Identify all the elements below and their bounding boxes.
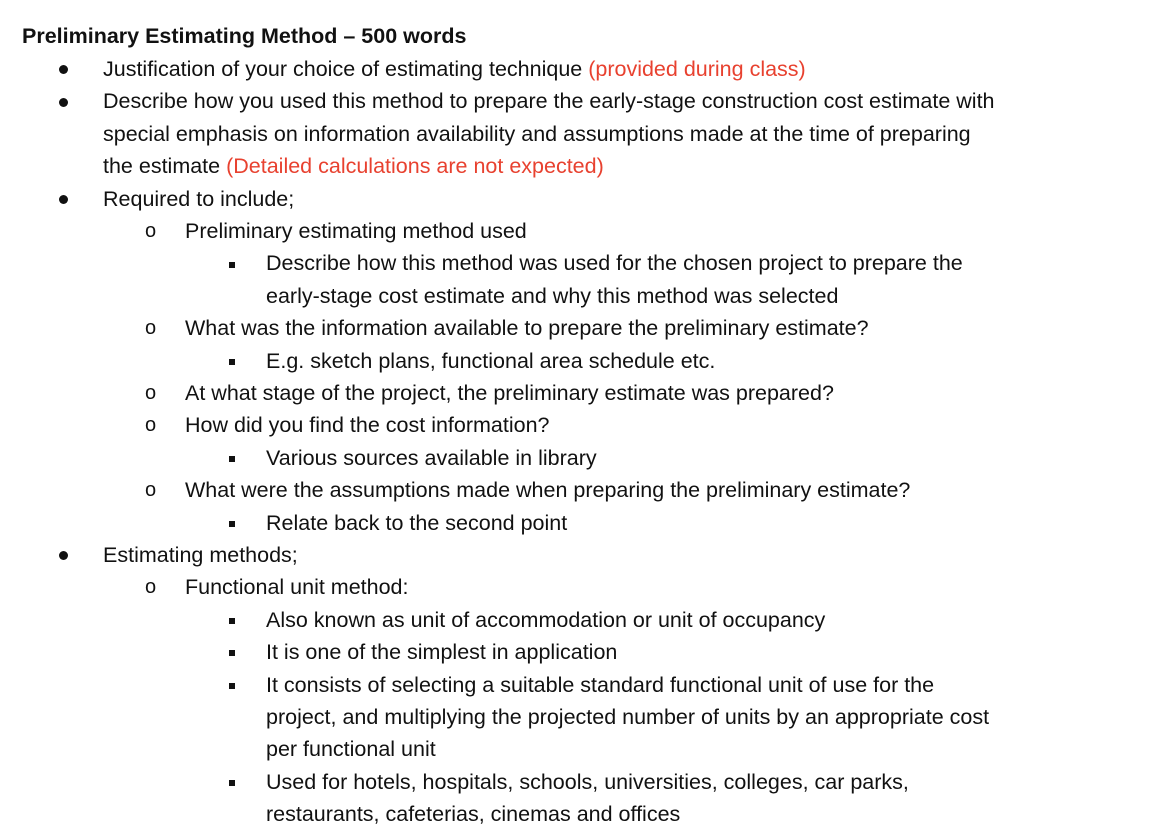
bullet-dot-icon bbox=[59, 195, 68, 204]
item-text: Describe how this method was used for the chosen project to prepare the bbox=[266, 251, 963, 276]
item-text: Estimating methods; bbox=[103, 543, 298, 567]
item-text: restaurants, cafeterias, cinemas and offices bbox=[266, 802, 681, 827]
note-highlight: (provided during class) bbox=[588, 57, 806, 81]
bullet-square-icon bbox=[229, 650, 235, 656]
bullet-circle-marker: o bbox=[145, 414, 157, 437]
list-item-line bbox=[185, 215, 527, 247]
list-item-line bbox=[185, 571, 409, 603]
note-highlight: (Detailed calculations are not expected) bbox=[226, 154, 604, 179]
bullet-square-icon bbox=[229, 521, 235, 527]
bullet-square-icon bbox=[229, 456, 235, 462]
list-item-line bbox=[266, 669, 934, 701]
item-text: project, and multiplying the projected number of units by an appropriate cost bbox=[266, 705, 990, 729]
bullet-square-icon bbox=[229, 359, 235, 365]
list-item-line bbox=[103, 150, 604, 182]
list-item-line bbox=[266, 280, 838, 312]
bullet-circle-marker: o bbox=[145, 317, 157, 340]
list-item-line bbox=[266, 345, 715, 377]
bullet-circle-marker: o bbox=[145, 576, 157, 599]
list-item-line bbox=[185, 312, 869, 344]
list-item-line bbox=[266, 636, 617, 668]
item-text: It is one of the simplest in application bbox=[266, 640, 618, 665]
list-item-line bbox=[103, 183, 294, 215]
list-item-line bbox=[185, 474, 910, 506]
list-item-line bbox=[266, 798, 680, 830]
item-text: It consists of selecting a suitable standard functional unit of use for the bbox=[266, 672, 935, 697]
item-text: Also known as unit of accommodation or unit of occupancy bbox=[266, 607, 826, 632]
item-text: Preliminary estimating method used bbox=[185, 219, 527, 243]
bullet-dot-icon bbox=[59, 98, 68, 107]
item-text: Justification of your choice of estimating technique bbox=[103, 57, 589, 81]
list-item-line bbox=[103, 539, 298, 571]
list-item-line bbox=[266, 766, 909, 798]
item-text: Various sources available in library bbox=[266, 445, 597, 470]
section-heading: Preliminary Estimating Method – 500 words bbox=[22, 24, 467, 48]
list-item-line bbox=[185, 377, 834, 409]
list-item-line bbox=[103, 85, 995, 117]
list-item-line bbox=[103, 118, 971, 150]
item-text: per functional unit bbox=[266, 737, 436, 762]
bullet-circle-marker: o bbox=[145, 220, 157, 242]
item-text: Used for hotels, hospitals, schools, universities, colleges, car parks, bbox=[266, 769, 909, 794]
bullet-square-icon bbox=[229, 683, 235, 689]
item-text: What were the assumptions made when preparing the preliminary estimate? bbox=[185, 478, 911, 503]
list-item-line bbox=[266, 442, 597, 474]
item-text: the estimate bbox=[103, 154, 227, 179]
bullet-square-icon bbox=[229, 618, 235, 624]
item-text: E.g. sketch plans, functional area schedule etc. bbox=[266, 348, 716, 373]
item-text: Required to include; bbox=[103, 186, 295, 211]
item-text: special emphasis on information availability and assumptions made at the time of preparing bbox=[103, 121, 971, 146]
bullet-circle-marker: o bbox=[145, 479, 157, 502]
bullet-circle-marker: o bbox=[145, 382, 157, 404]
bullet-dot-icon bbox=[59, 551, 68, 560]
list-item-line bbox=[266, 247, 963, 279]
item-text: What was the information available to prepare the preliminary estimate? bbox=[185, 316, 869, 341]
item-text: At what stage of the project, the preliminary estimate was prepared? bbox=[185, 381, 834, 405]
bullet-dot-icon bbox=[59, 65, 68, 74]
list-item-line bbox=[266, 604, 825, 636]
list-item-line bbox=[103, 53, 806, 85]
list-item-line bbox=[185, 409, 550, 441]
item-text: Relate back to the second point bbox=[266, 510, 568, 535]
list-item-line bbox=[266, 733, 436, 765]
bullet-square-icon bbox=[229, 780, 235, 786]
bullet-square-icon bbox=[229, 262, 235, 268]
item-text: Describe how you used this method to prepare the early-stage construction cost estimate with bbox=[103, 89, 995, 114]
item-text: early-stage cost estimate and why this method was selected bbox=[266, 283, 839, 308]
list-item-line bbox=[266, 507, 567, 539]
item-text: Functional unit method: bbox=[185, 575, 409, 600]
item-text: How did you find the cost information? bbox=[185, 413, 550, 438]
list-item-line bbox=[266, 701, 989, 733]
